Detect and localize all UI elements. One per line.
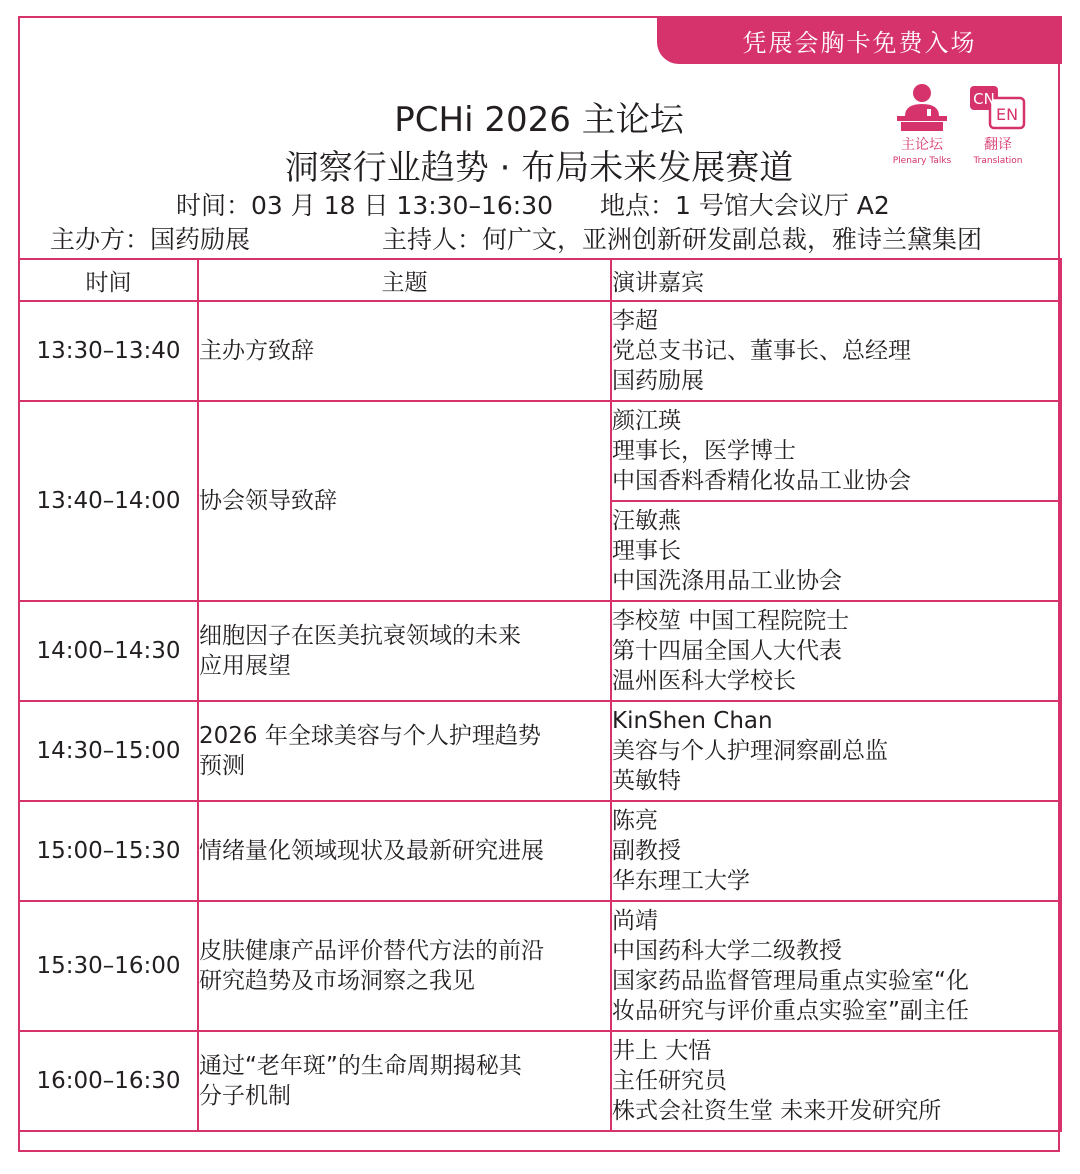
- session-speaker: [611, 401, 1061, 501]
- session-time: 14:30–15:00: [19, 701, 198, 801]
- session-speaker: [611, 901, 1061, 1031]
- session-time: 15:00–15:30: [19, 801, 198, 901]
- session-topic: [198, 701, 611, 801]
- speaker-line: 中国洗涤用品工业协会: [612, 568, 842, 594]
- speaker-line: 温州医科大学校长: [612, 668, 796, 694]
- session-speaker: [611, 501, 1061, 601]
- header-speaker: 演讲嘉宾: [611, 259, 1061, 301]
- topic-line: 2026 年全球美容与个人护理趋势: [199, 723, 541, 749]
- header-topic: 主题: [198, 259, 611, 301]
- header-time: 时间: [19, 259, 198, 301]
- speaker-line: 副教授: [612, 838, 681, 864]
- topic-line: 研究趋势及市场洞察之我见: [199, 968, 475, 994]
- session-speaker: [611, 601, 1061, 701]
- topic-line: 通过“老年斑”的生命周期揭秘其: [199, 1053, 522, 1079]
- speaker-line: 党总支书记、董事长、总经理: [612, 338, 911, 364]
- speaker-line: 理事长，医学博士: [612, 438, 796, 464]
- speaker-line: 中国药科大学二级教授: [612, 938, 842, 964]
- speaker-line: 国药励展: [612, 368, 704, 394]
- speaker-line: KinShen Chan: [612, 708, 773, 734]
- speaker-line: 尚靖: [612, 908, 658, 934]
- table-row: [19, 701, 1061, 801]
- en-text: EN: [995, 105, 1019, 124]
- topic-line: 情绪量化领域现状及最新研究进展: [199, 838, 544, 864]
- session-topic: [198, 301, 611, 401]
- session-time: 13:40–14:00: [19, 401, 198, 601]
- topic-line: 预测: [199, 753, 245, 779]
- table-row: [19, 1031, 1061, 1131]
- topic-line: 主办方致辞: [199, 338, 314, 364]
- plenary-talks-badge: [886, 82, 958, 166]
- page-subtitle: 洞察行业趋势 · 布局未来发展赛道: [284, 148, 794, 188]
- speaker-line: 陈亮: [612, 808, 658, 834]
- table-row: [19, 601, 1061, 701]
- speaker-line: 颜江瑛: [612, 408, 681, 434]
- speaker-line: 华东理工大学: [612, 868, 750, 894]
- speaker-line: 井上 大悟: [612, 1038, 712, 1064]
- topic-line: 皮肤健康产品评价替代方法的前沿: [199, 938, 544, 964]
- speaker-line: 李超: [612, 308, 658, 334]
- topic-line: 分子机制: [199, 1083, 291, 1109]
- table-header-row: [19, 259, 1061, 301]
- cn-text: CN: [973, 90, 995, 108]
- table-row: [19, 901, 1061, 1031]
- session-speaker: [611, 1031, 1061, 1131]
- session-topic: [198, 1031, 611, 1131]
- session-topic: [198, 401, 611, 601]
- speaker-line: 国家药品监督管理局重点实验室“化: [612, 968, 969, 994]
- topic-line: 应用展望: [199, 653, 291, 679]
- free-entry-badge: 凭展会胸卡免费入场: [657, 16, 1062, 64]
- speaker-line: 主任研究员: [612, 1068, 727, 1094]
- session-time: 15:30–16:00: [19, 901, 198, 1031]
- session-speaker: [611, 801, 1061, 901]
- table-row: [19, 301, 1061, 401]
- plenary-label: 主论坛: [901, 137, 943, 153]
- plenary-sublabel: Plenary Talks: [892, 156, 952, 166]
- translation-badge: [962, 82, 1034, 166]
- speaker-line: 中国香料香精化妆品工业协会: [612, 468, 911, 494]
- speaker-podium-icon: [893, 82, 951, 132]
- event-location: 地点：1 号馆大会议厅 A2: [600, 191, 890, 220]
- session-time: 13:30–13:40: [19, 301, 198, 401]
- speaker-line: 理事长: [612, 538, 681, 564]
- table-row: [19, 401, 1061, 501]
- translation-sublabel: Translation: [973, 156, 1023, 166]
- session-speaker: [611, 301, 1061, 401]
- translation-label: 翻译: [984, 137, 1012, 153]
- host: 主持人：何广文，亚洲创新研发副总裁，雅诗兰黛集团: [382, 225, 983, 254]
- session-time: 16:00–16:30: [19, 1031, 198, 1131]
- translation-icon: [966, 82, 1030, 132]
- table-row: [19, 801, 1061, 901]
- speaker-line: 株式会社资生堂 未来开发研究所: [612, 1098, 942, 1124]
- session-topic: [198, 601, 611, 701]
- session-speaker: [611, 701, 1061, 801]
- speaker-line: 第十四届全国人大代表: [612, 638, 842, 664]
- session-topic: [198, 901, 611, 1031]
- speaker-line: 汪敏燕: [612, 508, 681, 534]
- speaker-line: 英敏特: [612, 768, 681, 794]
- topic-line: 协会领导致辞: [199, 488, 337, 514]
- organizer: 主办方：国药励展: [50, 225, 251, 254]
- speaker-line: 妆品研究与评价重点实验室”副主任: [612, 998, 969, 1024]
- speaker-line: 美容与个人护理洞察副总监: [612, 738, 888, 764]
- agenda-table: [18, 258, 1062, 1132]
- speaker-line: 李校堃 中国工程院院士: [612, 608, 850, 634]
- session-topic: [198, 801, 611, 901]
- session-time: 14:00–14:30: [19, 601, 198, 701]
- event-time: 时间：03 月 18 日 13:30–16:30: [176, 191, 554, 220]
- page-title: PCHi 2026 主论坛: [394, 100, 684, 140]
- topic-line: 细胞因子在医美抗衰领域的未来: [199, 623, 521, 649]
